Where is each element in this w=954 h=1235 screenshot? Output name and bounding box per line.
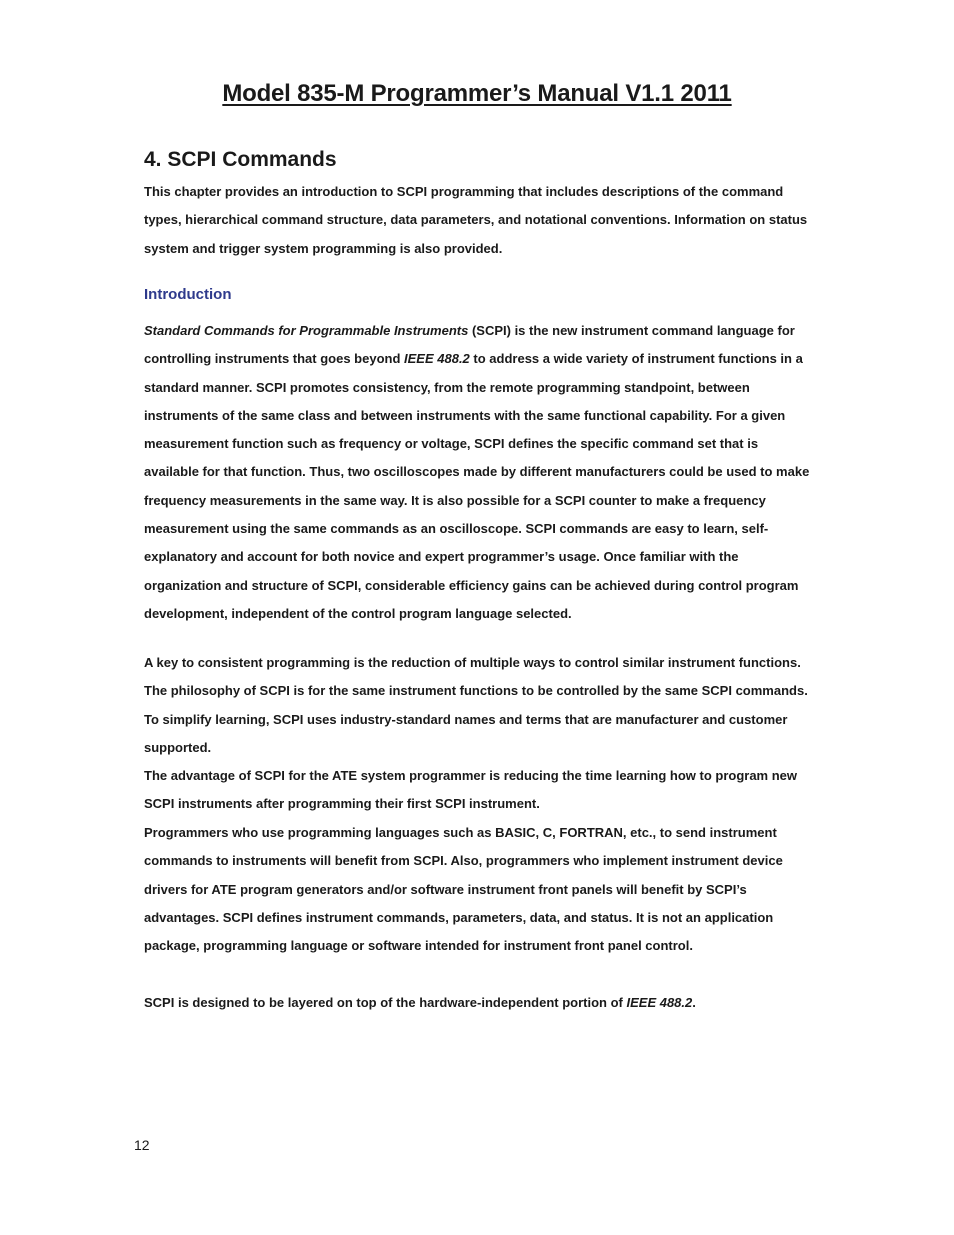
advantage-paragraph: The advantage of SCPI for the ATE system programmer is reducing the time learning how to program new SCPI instruments after programming their first SCPI instrument. [144, 768, 798, 812]
consistency-paragraph: A key to consistent programming is the reduction of multiple ways to control similar instrument functions. The philosophy of SCPI is for the same instrument functions to be controlled by the same SCPI commands. To simplify learning, SCPI uses industry-standard names and terms that are manufacturer and customer supported. [144, 655, 808, 755]
standard-reference: IEEE 488.2 [626, 995, 693, 1010]
paragraph-text: to address a wide variety of instrument functions in a standard manner. SCPI promotes consistency, from the remote programming standpoint, between instruments of the same class and between instruments with the same functional capability. For a given measurement function such as frequency or voltage, SCPI defines the specific command set that is available for that function. Thus, two oscilloscopes made by different manufacturers could be used to make frequency measurements in the same way. It is also possible for a SCPI counter to make a frequency measurement using the same commands as an oscilloscope. SCPI commands are easy to learn, self-explanatory and account for both novice and expert programmer’s usage. Once familiar with the organization and structure of SCPI, considerable efficiency gains can be achieved during control program development, independent of the control program language selected. [144, 351, 810, 621]
programmers-paragraph: Programmers who use programming languages such as BASIC, C, FORTRAN, etc., to send instrument commands to instruments will benefit from SCPI. Also, programmers who implement instrument device drivers for ATE program generators and/or software instrument front panels will benefit by SCPI’s advantages. SCPI defines instrument commands, parameters, data, and status. It is not an application package, programming language or software intended for instrument front panel control. [144, 825, 783, 954]
introduction-paragraph [144, 317, 814, 628]
page-title: Model 835-M Programmer’s Manual V1.1 2011 [222, 80, 732, 107]
chapter-intro-paragraph: This chapter provides an introduction to SCPI programming that includes descriptions of the command types, hierarchical command structure, data parameters, and notational conventions. Information on status system and trigger system programming is also provided. [144, 184, 808, 256]
standard-reference: IEEE 488.2 [404, 351, 470, 367]
scpi-full-name: Standard Commands for Programmable Instruments [144, 323, 469, 338]
introduction-heading: Introduction [144, 286, 232, 303]
paragraph-text: SCPI is designed to be layered on top of the hardware-independent portion of [144, 995, 627, 1010]
paragraph-text: . [692, 995, 696, 1010]
layering-paragraph [144, 989, 814, 1017]
section-heading: 4. SCPI Commands [144, 148, 337, 171]
paragraph-text: (SCPI) is the new instrument command language for controlling instruments that goes beyond [144, 323, 795, 367]
page-number: 12 [134, 1137, 150, 1153]
